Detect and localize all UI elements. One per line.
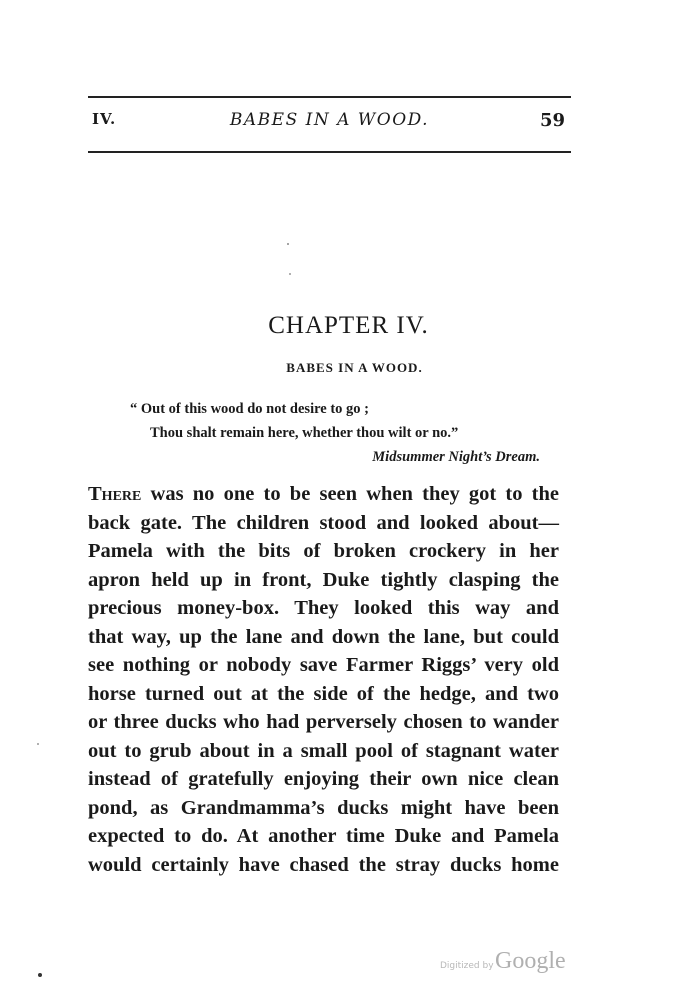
body-line: pond, as Grandmamma’s ducks might have been: [88, 796, 559, 819]
body-line: see nothing or nobody save Farmer Riggs’ very old: [88, 654, 559, 676]
body-line: would certainly have chased the stray ducks home: [88, 853, 559, 876]
page-number: 59: [539, 110, 565, 131]
body-line: that way, up the lane and down the lane, but could: [88, 625, 559, 648]
header-rule-top: [88, 96, 571, 98]
epigraph: [130, 397, 550, 469]
body-paragraph: [88, 480, 559, 879]
speck: [37, 743, 39, 745]
epigraph-line-1: “ Out of this wood do not desire to go ;: [130, 401, 369, 417]
chapter-title: CHAPTER IV.: [268, 312, 429, 339]
speck: [287, 243, 289, 245]
body-line: or three ducks who had perversely chosen to wander: [88, 711, 559, 733]
body-line: [88, 480, 559, 509]
body-line: back gate. The children stood and looked about—: [88, 511, 559, 534]
running-header: [88, 110, 571, 140]
speck: [289, 273, 291, 275]
body-line: instead of gratefully enjoying their own nice clean: [88, 768, 559, 790]
header-running-title: BABES IN A WOOD.: [229, 110, 430, 130]
speck: [38, 973, 42, 977]
epigraph-attribution: Midsummer Night’s Dream.: [372, 449, 540, 465]
body-line: precious money-box. They looked this way and: [88, 597, 559, 619]
body-line: out to grub about in a small pool of stagnant water: [88, 739, 559, 762]
header-chapter-numeral: IV.: [92, 110, 117, 128]
epigraph-line-2: Thou shalt remain here, whether thou wilt or no.”: [150, 425, 459, 441]
body-line-1-rest: was no one to be seen when they got to the: [141, 483, 559, 505]
chapter-subtitle: BABES IN A WOOD.: [286, 360, 423, 375]
watermark-brand: Google: [495, 948, 566, 974]
drop-word: There: [88, 483, 142, 505]
digitized-watermark: [440, 948, 590, 978]
body-line: expected to do. At another time Duke and Pamela: [88, 825, 559, 847]
body-line: Pamela with the bits of broken crockery in her: [88, 540, 559, 562]
body-line: apron held up in front, Duke tightly clasping the: [88, 568, 559, 591]
watermark-prefix: Digitized by: [440, 961, 494, 971]
body-line: horse turned out at the side of the hedge, and two: [88, 682, 559, 705]
header-rule-bottom: [88, 151, 571, 153]
